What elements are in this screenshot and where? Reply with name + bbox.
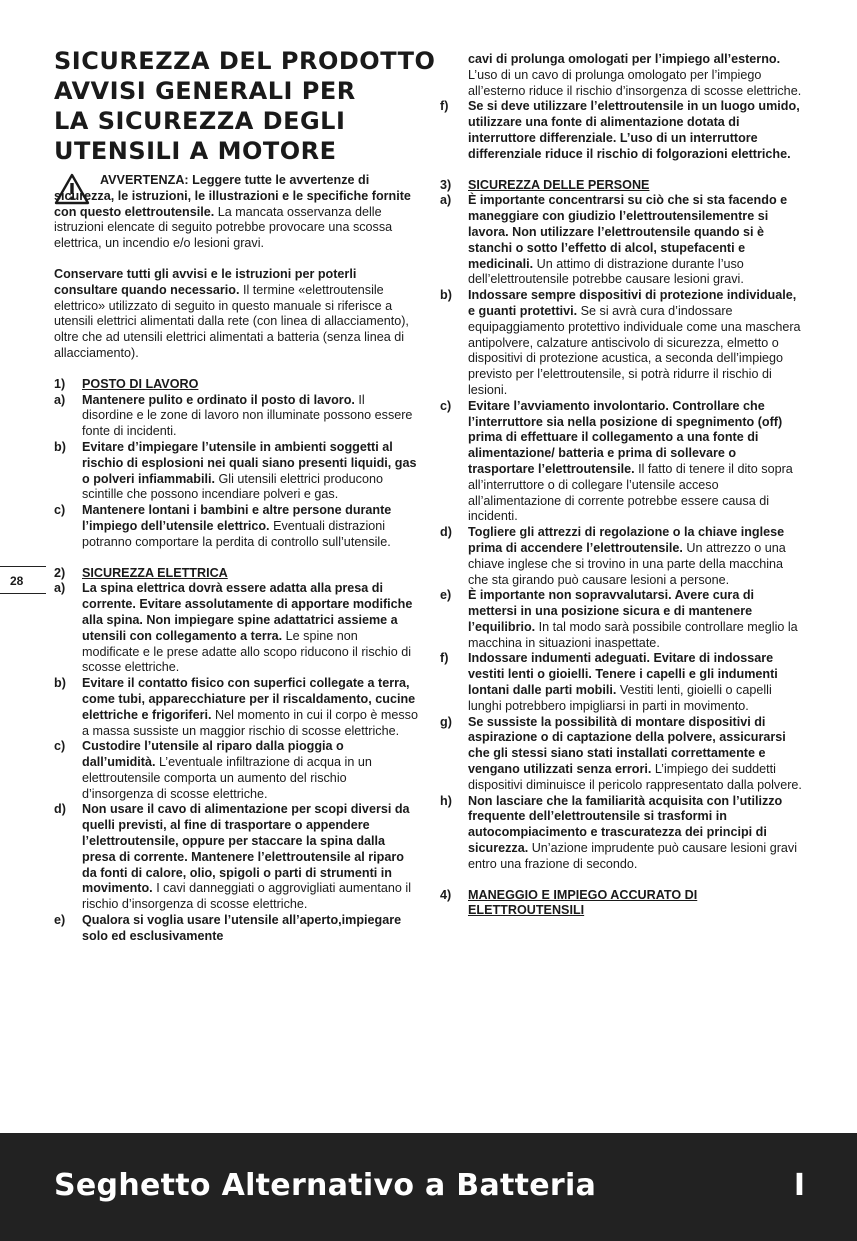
section-heading [440, 178, 806, 194]
item-label: b) [440, 288, 452, 303]
item-bold: Se si deve utilizzare l’elettroutensile in un luogo umido, utilizzare una fonte di alimentazione dotata di interruttore differenziale. L’uso di un interruttore differenziale riduce il rischio di folgorazioni elettriche. [468, 99, 800, 161]
item-bold: Non lasciare che la familiarità acquisita con l’utilizzo frequente dell’elettroutensile si trasformi in autocompiacimento e trascuratezza dei principi di sicurezza. [468, 793, 783, 856]
item-text: Vestiti lenti, gioielli o capelli lunghi potrebbero impigliarsi in parti in movimento. [468, 683, 772, 713]
section-title: SICUREZZA ELETTRICA [82, 565, 228, 580]
item-bold: Mantenere lontani i bambini e altre persone durante l’impiego dell’utensile elettrico. [82, 503, 392, 533]
footer-bar [0, 1133, 857, 1241]
item-label: a) [440, 193, 452, 208]
list-item [54, 393, 418, 440]
item-text: Nel momento in cui il corpo è messo a massa sussiste un maggior rischio di scosse elettriche. [82, 707, 418, 738]
section-title: SICUREZZA DELLE PERSONE [468, 177, 650, 192]
section-heading [54, 377, 418, 393]
warning-heading: AVVERTENZA: Leggere tutte le avvertenze di sicurezza, le istruzioni, le illustrazioni e le specifiche fornite con questo elettroutensile. [54, 173, 411, 219]
list-item [54, 581, 418, 676]
title-line: SICUREZZA DEL PRODOTTO [54, 47, 436, 75]
item-text: L’impiego dei suddetti dispositivi diminuisce il pericolo rappresentato dalla polvere. [468, 762, 802, 792]
item-label: b) [54, 676, 66, 691]
item-bold: Indossare indumenti adeguati. Evitare di indossare vestiti lenti o gioielli. Tenere i capelli e gli indumenti lontani dalle parti mobili. [468, 651, 778, 698]
section-title: MANEGGIO E IMPIEGO ACCURATO DI ELETTROUTENSILI [468, 887, 698, 918]
item-bold: Evitare il contatto fisico con superfici collegate a terra, come tubi, apparecchiature per il riscaldamento, cucine elettriche e frigoriferi. [82, 676, 416, 722]
item-label: g) [440, 714, 452, 729]
section-number: 2) [54, 565, 66, 580]
item-text: Il disordine e le zone di lavoro non illuminate possono essere fonte di incidenti. [82, 392, 413, 439]
list-item [54, 440, 418, 503]
item-label: b) [54, 439, 66, 454]
item-bold: Mantenere pulito e ordinato il posto di lavoro. [82, 392, 355, 407]
item-text: Eventuali distrazioni potranno comportare la perdita di controllo sull’utensile. [82, 518, 391, 549]
item-label: c) [54, 503, 66, 518]
list-item [440, 525, 806, 588]
item-bold: Non usare il cavo di alimentazione per scopi diversi da quelli previsti, al fine di trasportare o appendere l’elettroutensile, oppure per staccare la spina dalla presa di corrente. Mantenere l’elettroutensile al riparo da fonti di calore, olio, spigoli o parti di strumenti in movimento. [82, 802, 410, 896]
item-text: Se si avrà cura d’indossare equipaggiamento protettivo individuale come una maschera antipolvere, calzature antiscivolo di sicurezza, elmetto o dispositivi di protezione acustica, a seconda dell’impiego previsto per l’elettroutensile, si potrà ridurre il rischio di lesioni. [468, 303, 801, 397]
section-heading [440, 888, 806, 920]
item-text: Gli utensili elettrici producono scintille che possono incendiare polveri e gas. [82, 471, 383, 502]
item-bold: Indossare sempre dispositivi di protezione individuale, e guanti protettivi. [468, 288, 797, 318]
list-item [440, 399, 806, 525]
item-text: Un attrezzo o una chiave inglese che si trovino in una parte della macchina che sta girando può causare lesioni a persone. [468, 540, 786, 587]
item-bold: È importante concentrarsi su ciò che si sta facendo e maneggiare con giudizio l’elettroutensilementre si lavora. Non utilizzare l’elettroutensile quando si è stanchi o sotto l’effetto di alcol, stupefacenti e medicinali. [468, 193, 788, 271]
list-item [54, 503, 418, 550]
list-item [54, 676, 418, 739]
title-line: LA SICUREZZA DEGLI [54, 107, 346, 135]
list-item [440, 715, 806, 794]
section-title: POSTO DI LAVORO [82, 376, 199, 391]
left-column [54, 46, 436, 945]
warning-text: La mancata osservanza delle istruzioni elencate di seguito potrebbe provocare una scossa elettrica, un incendio e/o lesioni gravi. [54, 204, 393, 251]
item-label: f) [440, 99, 449, 114]
item-bold: La spina elettrica dovrà essere adatta alla presa di corrente. Evitare assolutamente di apportare modifiche alla spina. Non impiegare spine adattatrici assieme a utensili con collegamento a terra. [82, 581, 413, 643]
item-text: L’uso di un cavo di prolunga omologato per l’impiego all’esterno riduce il rischio d’insorgenza di scosse elettriche. [468, 67, 802, 98]
item-label: c) [54, 739, 66, 754]
list-item [440, 651, 806, 714]
item-text: L’eventuale infiltrazione di acqua in un elettroutensile comporta un aumento del rischio d’insorgenza di scosse elettriche. [82, 755, 372, 801]
item-text: I cavi danneggiati o aggrovigliati aumentano il rischio d’insorgenza di scosse elettriche. [82, 881, 412, 912]
list-item [54, 739, 418, 802]
item-bold: Custodire l’utensile al riparo dalla pioggia o dall’umidità. [82, 739, 344, 770]
section-number: 4) [440, 887, 452, 902]
item-bold: Se sussiste la possibilità di montare dispositivi di aspirazione o di captazione della polvere, assicurarsi che gli stessi siano stati installati correttamente e vengano utilizzati senza errori. [468, 714, 786, 777]
list-item [440, 288, 806, 399]
item-bold: Evitare d’impiegare l’utensile in ambienti soggetti al rischio di esplosioni nei quali siano presenti liquidi, gas o polveri infiammabili. [82, 439, 417, 486]
item-bold: Evitare l’avviamento involontario. Controllare che l’interruttore sia nella posizione di spegnimento (off) prima di effettuare il collegamento a una fonte di alimentazione/ batteria e prima di sollevare o trasportare l’elettroutensile. [468, 398, 783, 476]
title-line: AVVISI GENERALI PER [54, 77, 356, 105]
item-label: e) [440, 588, 452, 603]
item-label: a) [54, 581, 66, 596]
section-number: 3) [440, 177, 452, 192]
keep-instructions-text: Il termine «elettroutensile elettrico» utilizzato di seguito in questo manuale si riferisce a utensili elettrici alimentati dalla rete (con linea di allacciamento), oltre che ad utensili elettrici alimentati a batteria (senza linea di allacciamento). [54, 282, 409, 360]
item-text: In tal modo sarà possibile controllare meglio la macchina in situazioni inaspettate. [468, 619, 798, 650]
list-item [440, 99, 806, 162]
item-label: c) [440, 398, 452, 413]
title-line: UTENSILI A MOTORE [54, 137, 337, 165]
item-label: a) [54, 392, 66, 407]
item-label: d) [54, 802, 66, 817]
item-text: Le spine non modificate e le prese adatte allo scopo riducono il rischio di scosse elettriche. [82, 628, 412, 675]
item-bold: Qualora si voglia usare l’utensile all’aperto,impiegare solo ed esclusivamente [82, 913, 402, 943]
keep-instructions-heading: Conservare tutti gli avvisi e le istruzioni per poterli consultare quando necessario. [54, 266, 357, 297]
right-column [440, 52, 806, 919]
item-label: d) [440, 525, 452, 540]
language-code: I [793, 1168, 805, 1203]
section-heading [54, 566, 418, 582]
list-item [440, 193, 806, 288]
item-label: e) [54, 913, 66, 928]
list-item [440, 588, 806, 651]
item-label: f) [440, 651, 449, 666]
footer-title: Seghetto Alternativo a Batteria [54, 1168, 597, 1203]
item-bold: cavi di prolunga omologati per l’impiego all’esterno. [468, 52, 781, 66]
item-bold: È importante non sopravvalutarsi. Avere cura di mettersi in una posizione sicura e di mantenere l’equilibrio. [468, 588, 755, 634]
section-number: 1) [54, 376, 66, 391]
item-text: Un attimo di distrazione durante l’uso dell’elettroutensile potrebbe causare lesioni gravi. [468, 256, 744, 287]
item-text: Un’azione imprudente può causare lesioni gravi entro una frazione di secondo. [468, 841, 798, 871]
list-item [54, 802, 418, 913]
item-label: h) [440, 793, 452, 808]
list-item [440, 794, 806, 873]
item-text: Il fatto di tenere il dito sopra all’interruttore o di collegare l’utensile acceso all’alimentazione di corrente potrebbe essere causa di incidenti. [468, 461, 793, 524]
item-bold: Togliere gli attrezzi di regolazione o la chiave inglese prima di accendere l’elettroutensile. [468, 525, 785, 555]
list-item-continuation [440, 52, 806, 99]
page-title [54, 46, 436, 166]
list-item [54, 913, 418, 945]
page-number: 28 [0, 566, 46, 594]
